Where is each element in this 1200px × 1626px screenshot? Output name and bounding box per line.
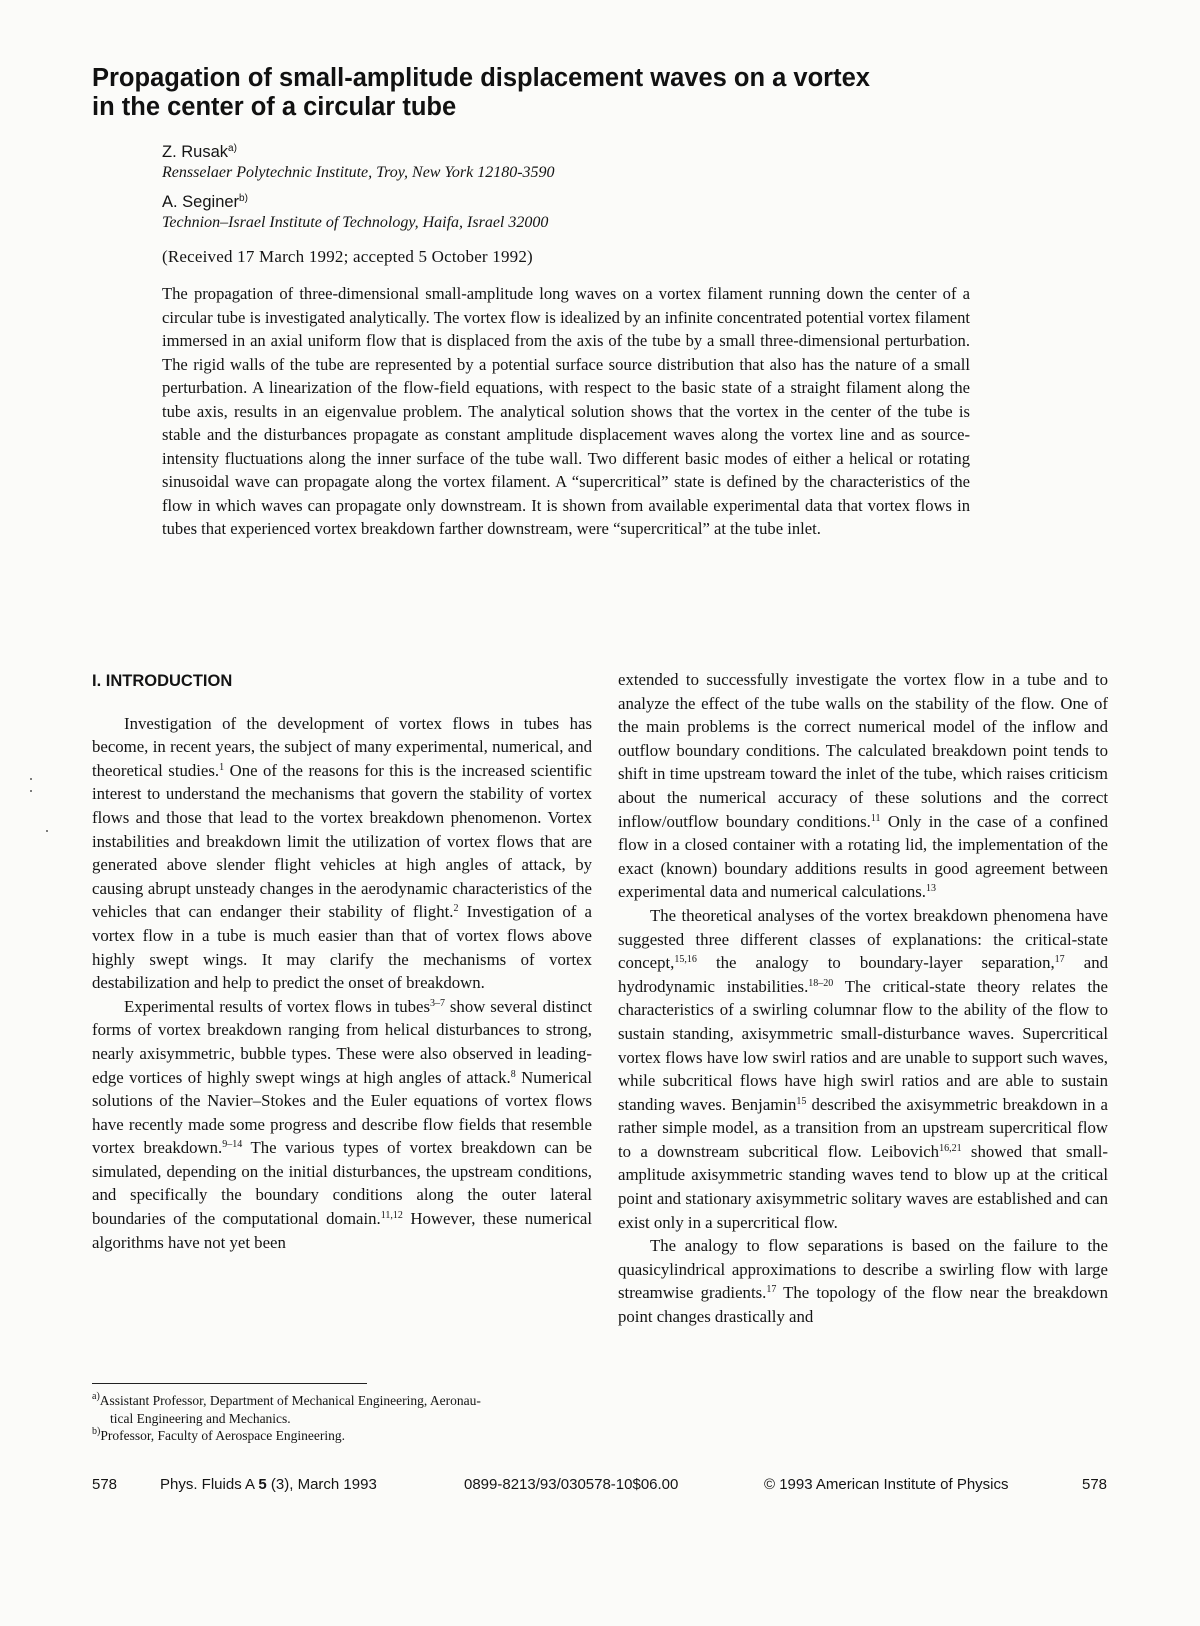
text-run: Experimental results of vortex flows in tubes (124, 996, 431, 1016)
abstract: The propagation of three-dimensional small-amplitude long waves on a vortex filament running down the center of a circular tube is investigated analytically. The vortex flow is idealized by an infinite concentrated potential vortex filament immersed in an axial uniform flow that is displaced from the axis of the tube by a small three-dimensional perturbation. The rigid walls of the tube are represented by a potential surface source distribution that also has the nature of a small perturbation. A linearization of the flow-field equations, with respect to the basic state of a straight filament along the tube axis, results in an eigenvalue problem. The analytical solution shows that the vortex in the center of the tube is stable and the disturbances propagate as constant amplitude displacement waves along the vortex line and as source-intensity fluctuations along the inner surface of the tube wall. Two different basic modes of either a helical or rotating sinusoidal wave can propagate along the vortex filament. A “supercritical” state is defined by the characteristics of the flow in which waves can propagate only downstream. It is shown from available experimental data that vortex flows in tubes that experienced vortex breakdown farther downstream, were “supercritical” at the tube inlet. (162, 284, 970, 538)
page-number-left: 578 (92, 1476, 118, 1493)
journal-issue-date: (3), March 1993 (270, 1476, 377, 1493)
author-2-name: A. Seginer (162, 193, 240, 211)
reference-mark: 11 (870, 812, 881, 824)
text-run: Numerical solutions of the Navier–Stokes and the Euler equations of vortex flows have recently made some progress and describe flow fields that resemble vortex breakdown. (92, 1067, 592, 1158)
footnote-text: Professor, Faculty of Aerospace Engineering. (100, 1428, 345, 1443)
text-run: However, these numerical algorithms have not yet been (92, 1209, 592, 1252)
reference-mark: 13 (926, 883, 936, 895)
copyright-notice: © 1993 American Institute of Physics (764, 1476, 1009, 1493)
intro-paragraph-3 (618, 668, 1108, 904)
journal-citation (160, 1476, 377, 1494)
footnote-rule (92, 1383, 367, 1384)
author-2-mark: b) (239, 193, 248, 204)
text-run: Only in the case of a confined flow in a closed container with a rotating lid, the implementation of the exact (known) boundary additions results in good agreement between experimental data and numerical calculations. (618, 811, 1108, 902)
scan-speck (46, 830, 48, 832)
intro-paragraph-4 (618, 904, 1108, 1234)
footnote-a-continuation: tical Engineering and Mechanics. (110, 1410, 291, 1426)
page-number-right: 578 (1082, 1476, 1108, 1493)
right-column (618, 668, 1108, 1329)
left-column (92, 670, 592, 1254)
reference-mark: 18–20 (808, 977, 834, 989)
footnote-a (92, 1392, 592, 1410)
scan-speck (30, 790, 32, 792)
footnote-b (92, 1427, 592, 1445)
reference-mark: 1 (219, 761, 225, 773)
reference-mark: 15 (796, 1095, 807, 1107)
text-run: The topology of the flow near the breakdown point changes drastically and (618, 1283, 1108, 1327)
reference-mark: 17 (766, 1284, 777, 1296)
text-run: Investigation of the development of vortex flows in tubes has become, in recent years, the subject of many experimental, numerical, and theoretical studies. (92, 713, 592, 780)
paper-title (92, 64, 1092, 122)
text-run: extended to successfully investigate the vortex flow in a tube and to analyze the effect of the tube walls on the stability of the flow. One of the main problems is the correct numerical model of the inflow and outflow boundary conditions. The calculated breakdown point tends to shift in time upstream toward the inlet of the tube, which raises criticism about the numerical accuracy of these solutions and the correct inflow/outflow boundary conditions. (618, 670, 1108, 831)
author-1 (162, 142, 237, 162)
author-1-affiliation: Rensselaer Polytechnic Institute, Troy, New York 12180-3590 (162, 164, 555, 181)
footnotes (92, 1392, 592, 1445)
reference-mark: 16,21 (939, 1142, 962, 1154)
reference-mark: 15,16 (674, 954, 697, 966)
scan-speck (30, 778, 32, 780)
author-2 (162, 192, 248, 212)
text-run: described the axisymmetric breakdown in a rather simple model, as a transition from an upstream supercritical flow to a downstream subcritical flow. Leibovich (618, 1094, 1108, 1161)
journal-volume: 5 (258, 1476, 267, 1493)
author-2-affiliation: Technion–Israel Institute of Technology, Haifa, Israel 32000 (162, 214, 549, 231)
text-run: Investigation of a vortex flow in a tube is much easier than that of vortex flows above highly swept wings. It may clarify the mechanisms of vortex destabilization and help to predict the onset of breakdown. (92, 902, 592, 993)
author-1-mark: a) (228, 143, 237, 154)
intro-paragraph-2 (92, 995, 592, 1255)
reference-mark: 2 (453, 903, 459, 915)
reference-mark: 9–14 (222, 1139, 243, 1151)
text-run: showed that small-amplitude axisymmetric standing waves tend to blow up at the critical point and stationary axisymmetric solitary waves are established and can exist only in a supercritical flow. (618, 1141, 1109, 1232)
text-run: the analogy to boundary-layer separation, (696, 953, 1055, 973)
publication-code: 0899-8213/93/030578-10$06.00 (464, 1476, 679, 1493)
footnote-mark: a) (92, 1391, 100, 1402)
author-1-name: Z. Rusak (162, 143, 229, 161)
title-line-1: Propagation of small-amplitude displacement waves on a vortex (92, 64, 870, 92)
reference-mark: 3–7 (430, 997, 446, 1009)
received-dates: (Received 17 March 1992; accepted 5 October 1992) (162, 247, 533, 266)
text-run: show several distinct forms of vortex breakdown ranging from helical disturbances to strong, nearly axisymmetric, bubble types. These were also observed in leading-edge vortices of highly swept wings at high angles of attack. (92, 996, 592, 1087)
reference-mark: 11,12 (380, 1210, 403, 1222)
text-run: The theoretical analyses of the vortex breakdown phenomena have suggested three different classes of explanations: the critical-state concept, (618, 905, 1108, 973)
footnote-text: Assistant Professor, Department of Mechanical Engineering, Aeronau- (99, 1393, 481, 1408)
text-run: The critical-state theory relates the characteristics of a swirling columnar flow to the ability of the flow to sustain standing, axisymmetric small-disturbance waves. Supercritical vortex flows have low swirl ratios and are unable to support such waves, while subcritical flows have high swirl ratios and are able to sustain standing waves. Benjamin (618, 976, 1108, 1114)
intro-paragraph-5 (618, 1234, 1108, 1328)
text-run: The various types of vortex breakdown can be simulated, depending on the initial disturbances, the upstream conditions, and specifically the boundary conditions along the outer lateral boundaries of the computational domain. (92, 1138, 592, 1229)
text-run: One of the reasons for this is the increased scientific interest to understand the mechanisms that govern the stability of vortex flows and those that lead to the vortex breakdown phenomenon. Vortex instabilities and breakdown limit the utilization of vortex flows that are generated above slender flight vehicles at high angles of attack, by causing abrupt unsteady changes in the aerodynamic characteristics of the vehicles that can endanger their stability of flight. (92, 760, 592, 922)
journal-name: Phys. Fluids A (160, 1476, 255, 1493)
intro-paragraph-1 (92, 712, 592, 995)
reference-mark: 8 (510, 1068, 516, 1080)
reference-mark: 17 (1054, 954, 1065, 966)
title-line-2: in the center of a circular tube (92, 93, 457, 121)
footnote-mark: b) (92, 1426, 101, 1437)
section-heading-introduction: I. INTRODUCTION (92, 672, 233, 690)
text-run: and hydrodynamic instabilities. (618, 953, 1108, 996)
text-run: The analogy to flow separations is based on the failure to the quasicylindrical approximations to describe a swirling flow with large streamwise gradients. (618, 1236, 1108, 1303)
